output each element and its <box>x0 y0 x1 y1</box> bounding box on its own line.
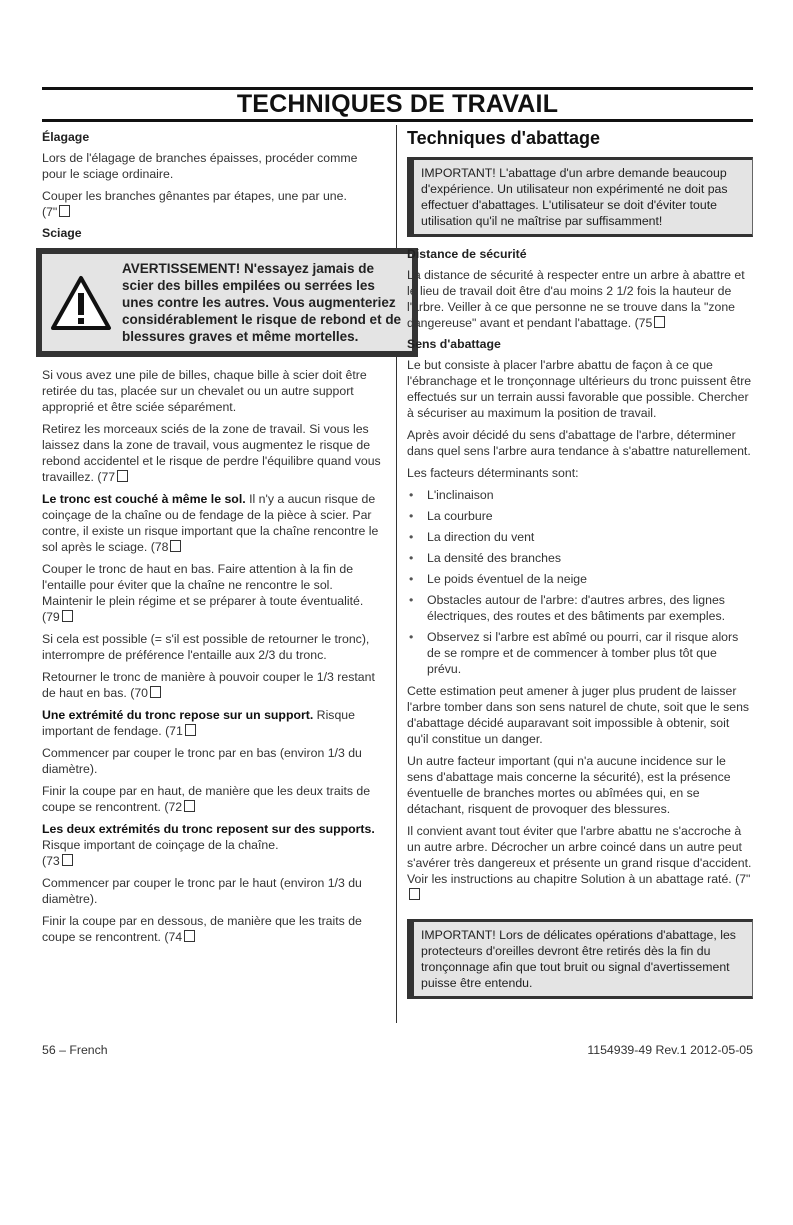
sciage-paragraph-2 <box>42 421 384 485</box>
page-title: TECHNIQUES DE TRAVAIL <box>236 90 559 118</box>
text: Couper le tronc de haut en bas. Faire attention à la fin de l'entaille pour éviter que la chaîne ne rencontre le sol. Maintenir le plein régime et se préparer à toute éventualité. <box>42 562 364 608</box>
sens-paragraph-2: Après avoir décidé du sens d'abattage de l'arbre, déterminer dans quel sens l'arbre aura tendance à s'abattre naturellement. <box>407 428 751 458</box>
figure-box-icon <box>170 540 181 552</box>
figure-ref: (72 <box>164 800 183 814</box>
figure-ref: (74 <box>164 930 183 944</box>
left-column <box>42 124 402 951</box>
list-item: • L'inclinaison <box>407 487 753 503</box>
distance-heading: Distance de sécurité <box>407 247 527 261</box>
section-title: Techniques d'abattage <box>407 128 600 148</box>
sens-paragraph-4: Cette estimation peut amener à juger plus prudent de laisser l'arbre tomber dans son sens naturel de chute, soit que le sens d'abattage décidé auparavant soit impossible à obtenir, soit qu'il constitue un danger. <box>407 684 750 746</box>
figure-box-icon <box>117 470 128 482</box>
text: Il convient avant tout éviter que l'arbre abattu ne s'accroche à un autre arbre. Décrocher un arbre coincé dans un autre peut s'avérer très dangereux et présente un grand risque d'accident. Voir les instructions au chapitre Solution à un abattage raté. <box>407 824 752 886</box>
sciage-paragraph-5: Si cela est possible (= s'il est possible de retourner le tronc), interrompre de préférence l'entaille aux 2/3 du tronc. <box>42 632 370 662</box>
sciage-paragraph-6 <box>42 669 384 701</box>
sens-paragraph-6 <box>407 823 753 903</box>
sens-heading: Sens d'abattage <box>407 337 501 351</box>
footer-doc-id: 1154939-49 Rev.1 2012-05-05 <box>587 1043 753 1057</box>
sciage-paragraph-4 <box>42 561 384 625</box>
text: Finir la coupe par en haut, de manière que les deux traits de coupe se rencontrent. <box>42 784 371 814</box>
sciage-paragraph-8: Commencer par couper le tronc par en bas (environ 1/3 du diamètre). <box>42 746 362 776</box>
figure-ref: (71 <box>165 724 183 738</box>
text: Risque important de fendage. <box>42 708 355 738</box>
right-column <box>407 124 753 1009</box>
text: Finir la coupe par en dessous, de manière que les traits de coupe se rencontrent. <box>42 914 362 944</box>
figure-box-icon <box>184 800 195 812</box>
sciage-paragraph-7 <box>42 707 384 739</box>
warning-triangle-icon <box>50 275 112 331</box>
bold-lead: Les deux extrémités du tronc reposent sur des supports. <box>42 822 375 836</box>
text: Couper les branches gênantes par étapes, une par une. <box>42 189 347 203</box>
list-item: • Observez si l'arbre est abîmé ou pourri, car il risque alors de se rompre et de commencer à tomber plus tôt que prévu. <box>407 629 753 677</box>
distance-paragraph <box>407 267 753 331</box>
footer-page-label: 56 – French <box>42 1043 108 1057</box>
figure-ref: (7" <box>735 872 751 886</box>
figure-ref: (77 <box>97 470 116 484</box>
text: Retourner le tronc de manière à pouvoir couper le 1/3 restant de haut en bas. <box>42 670 375 700</box>
header-rule-bottom <box>42 119 753 122</box>
sciage-paragraph-1: Si vous avez une pile de billes, chaque bille à scier doit être retirée du tas, placée sur un chevalet ou un autre support approprié et être sciée séparément. <box>42 368 367 414</box>
sciage-heading: Sciage <box>42 226 82 240</box>
text: Retirez les morceaux sciés de la zone de travail. Si vous les laissez dans la zone de travail, vous augmentez le risque de rebond accidentel et le risque de perdre l'équilibre quand vous travaillez. <box>42 422 381 484</box>
figure-box-icon <box>150 686 161 698</box>
sciage-paragraph-11: Commencer par couper le tronc par le haut (environ 1/3 du diamètre). <box>42 876 362 906</box>
sens-paragraph-3: Les facteurs déterminants sont: <box>407 466 579 480</box>
warning-box <box>36 248 418 357</box>
list-item: • Obstacles autour de l'arbre: d'autres arbres, des lignes électriques, des routes et des bâtiments par exemples. <box>407 592 753 624</box>
figure-box-icon <box>409 888 420 900</box>
factors-list <box>407 487 753 677</box>
sens-paragraph-5: Un autre facteur important (qui n'a aucune incidence sur le sens d'abattage mais concerne la sécurité), est la présence éventuelle de branches mortes ou abîmées qui, en se détachant, risquent de provoquer des blessures. <box>407 754 731 816</box>
figure-ref: (78 <box>150 540 169 554</box>
list-item: • La direction du vent <box>407 529 753 545</box>
sciage-paragraph-9 <box>42 783 384 815</box>
figure-ref: (79 <box>42 610 60 624</box>
figure-ref: (75 <box>634 316 653 330</box>
figure-box-icon <box>185 724 196 736</box>
figure-box-icon <box>62 854 73 866</box>
bold-lead: Le tronc est couché à même le sol. <box>42 492 246 506</box>
sens-paragraph-1: Le but consiste à placer l'arbre abattu de façon à ce que l'ébranchage et le tronçonnage ultérieurs du tronc puissent être effectués sur un terrain aussi favorable que possible. Chercher à sécuriser au maximum la position de travail. <box>407 358 752 420</box>
list-item: • La courbure <box>407 508 753 524</box>
figure-box-icon <box>59 205 70 217</box>
figure-ref: (70 <box>130 686 148 700</box>
figure-box-icon <box>654 316 665 328</box>
sciage-paragraph-10 <box>42 821 384 869</box>
figure-box-icon <box>184 930 195 942</box>
figure-box-icon <box>62 610 73 622</box>
important-box-1: IMPORTANT! L'abattage d'un arbre demande beaucoup d'expérience. Un utilisateur non expérimenté ne doit pas effectuer d'abattages. L'utilisateur se doit d'éviter toute utilisation qu'il ne maîtrise par suffisamment! <box>407 157 753 237</box>
elagage-heading: Élagage <box>42 130 90 144</box>
elagage-paragraph-1: Lors de l'élagage de branches épaisses, procéder comme pour le sciage ordinaire. <box>42 151 358 181</box>
text: Risque important de coinçage de la chaîne. <box>42 838 279 852</box>
figure-ref: (73 <box>42 854 60 868</box>
text: La distance de sécurité à respecter entre un arbre à abattre et le lieu de travail doit être d'au moins 2 1/2 fois la hauteur de l'arbre. Veiller à ce que personne ne se trouve dans la "zone dangereuse" avant et pendant l'abattage. <box>407 268 745 330</box>
list-item: • La densité des branches <box>407 550 753 566</box>
important-box-2: IMPORTANT! Lors de délicates opérations d'abattage, les protecteurs d'oreilles devront être retirés dès la fin du tronçonnage afin que tout bruit ou signal d'avertissement puisse être entendu. <box>407 919 753 999</box>
text: Il n'y a aucun risque de coinçage de la chaîne ou de fendage de la pièce à scier. Par contre, il existe un risque important que la chaîne rencontre le sol après le sciage. <box>42 492 379 554</box>
elagage-paragraph-2 <box>42 188 384 220</box>
bold-lead: Une extrémité du tronc repose sur un support. <box>42 708 314 722</box>
sciage-paragraph-12 <box>42 913 384 945</box>
figure-ref: (7" <box>42 205 58 219</box>
sciage-paragraph-3 <box>42 491 384 555</box>
warning-text: AVERTISSEMENT! N'essayez jamais de scier des billes empilées ou serrées les unes contre les autres. Vous augmenteriez considérablement le risque de rebond et de blessures graves et même mortelles. <box>122 261 402 344</box>
list-item: • Le poids éventuel de la neige <box>407 571 753 587</box>
